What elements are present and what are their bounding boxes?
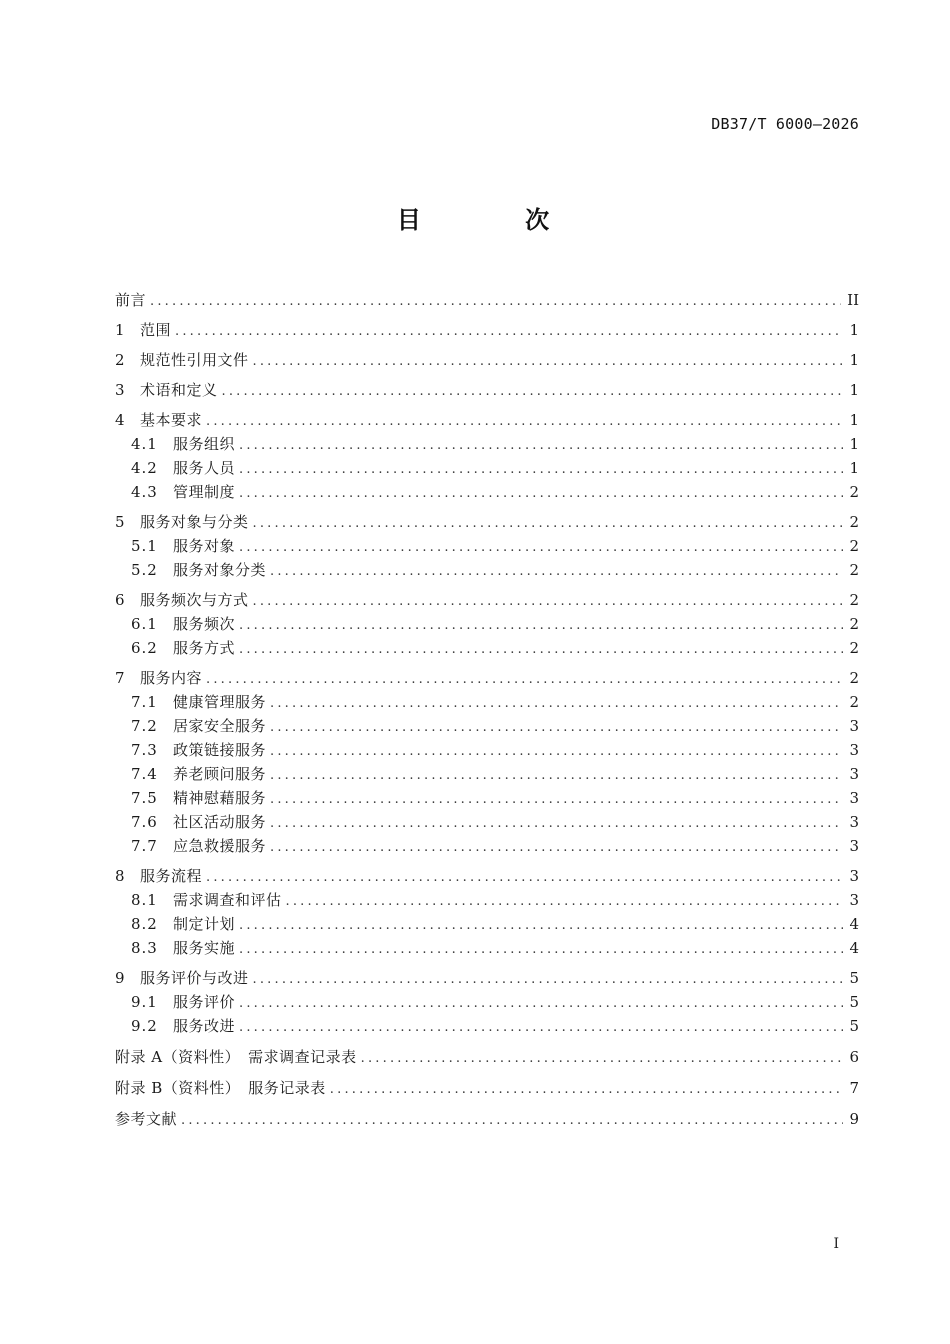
toc-entry[interactable] [115,762,859,786]
toc-entry-label: 精神慰藉服务 [173,789,267,807]
toc-entry-page: 7 [849,1079,859,1097]
toc-entry[interactable] [115,888,859,912]
toc-entry-number: 9 [115,969,126,987]
toc-entry-page: 3 [849,717,859,735]
toc-leader-dots [270,716,843,740]
toc-entry-page: 2 [849,483,859,501]
toc-entry[interactable] [115,690,859,714]
toc-entry-number: 4.1 [131,435,158,453]
toc-entry-label: 基本要求 [140,411,203,429]
toc-leader-dots [239,614,843,638]
toc-entry-number: 4.2 [131,459,158,477]
toc-entry-label: 服务流程 [140,867,203,885]
toc-entry[interactable] [115,432,859,456]
toc-entry[interactable] [115,318,859,342]
toc-entry-label: 参考文献 [115,1110,178,1128]
toc-entry-label: 服务人员 [173,459,236,477]
toc-entry[interactable] [115,966,859,990]
toc-entry-label: 附录 B（资料性） 服务记录表 [115,1079,326,1097]
toc-entry[interactable] [115,786,859,810]
toc-entry-page: 3 [849,891,859,909]
toc-leader-dots [253,512,844,536]
toc-entry[interactable] [115,1107,859,1131]
toc-leader-dots [361,1047,844,1071]
toc-entry-page: 5 [849,1017,859,1035]
toc-entry-number: 7.4 [131,765,158,783]
toc-entry[interactable] [115,1076,859,1100]
toc-entry-number: 8.1 [131,891,158,909]
toc-entry[interactable] [115,810,859,834]
toc-leader-dots [181,1109,843,1133]
toc-entry-label: 前言 [115,291,147,309]
toc-entry-page: 5 [849,969,859,987]
toc-entry-number: 6.2 [131,639,158,657]
toc-entry-page: 2 [849,639,859,657]
toc-entry[interactable] [115,936,859,960]
table-of-contents [115,288,859,1131]
toc-entry[interactable] [115,1014,859,1038]
toc-entry[interactable] [115,612,859,636]
toc-leader-dots [239,638,843,662]
toc-entry-number: 5.2 [131,561,158,579]
toc-leader-dots [270,740,843,764]
toc-entry-label: 社区活动服务 [173,813,267,831]
toc-entry[interactable] [115,864,859,888]
toc-entry[interactable] [115,636,859,660]
toc-entry-label: 服务改进 [173,1017,236,1035]
toc-entry-page: 2 [849,693,859,711]
toc-entry-label: 服务对象与分类 [140,513,249,531]
toc-entry-label: 服务评价与改进 [140,969,249,987]
toc-leader-dots [270,560,843,584]
toc-entry-page: 2 [849,537,859,555]
toc-leader-dots [239,434,843,458]
toc-leader-dots [330,1078,844,1102]
toc-entry-page: II [847,291,859,309]
toc-leader-dots [239,992,843,1016]
toc-entry-page: 2 [849,615,859,633]
toc-entry-page: 4 [849,915,859,933]
toc-entry-number: 7.6 [131,813,158,831]
toc-entry-number: 7.2 [131,717,158,735]
document-code: DB37/T 6000—2026 [711,115,859,133]
toc-entry-number: 1 [115,321,126,339]
toc-leader-dots [270,812,843,836]
toc-entry-label: 范围 [140,321,172,339]
toc-entry-number: 4 [115,411,126,429]
toc-leader-dots [239,536,843,560]
toc-entry[interactable] [115,714,859,738]
toc-entry-label: 应急救援服务 [173,837,267,855]
page-number: I [833,1236,839,1252]
toc-entry-number: 7.1 [131,693,158,711]
toc-entry-page: 3 [849,813,859,831]
toc-entry-page: 3 [849,741,859,759]
toc-entry-page: 1 [849,321,859,339]
toc-entry[interactable] [115,738,859,762]
toc-entry[interactable] [115,348,859,372]
toc-leader-dots [206,410,843,434]
toc-entry-label: 服务实施 [173,939,236,957]
toc-entry-label: 服务对象分类 [173,561,267,579]
toc-entry-number: 8.2 [131,915,158,933]
toc-leader-dots [286,890,844,914]
toc-entry-page: 3 [849,789,859,807]
toc-leader-dots [270,836,843,860]
toc-entry[interactable] [115,480,859,504]
toc-entry[interactable] [115,558,859,582]
toc-entry-number: 6.1 [131,615,158,633]
toc-entry[interactable] [115,378,859,402]
toc-entry-label: 服务频次 [173,615,236,633]
toc-entry-label: 居家安全服务 [173,717,267,735]
toc-entry-number: 8 [115,867,126,885]
toc-entry-page: 2 [849,513,859,531]
toc-entry-label: 服务方式 [173,639,236,657]
toc-entry-number: 4.3 [131,483,158,501]
toc-leader-dots [239,1016,843,1040]
toc-leader-dots [150,290,841,314]
toc-entry-label: 养老顾问服务 [173,765,267,783]
toc-entry-number: 8.3 [131,939,158,957]
toc-entry-number: 7 [115,669,126,687]
toc-entry-page: 2 [849,591,859,609]
toc-entry-number: 9.2 [131,1017,158,1035]
toc-entry-label: 术语和定义 [140,381,218,399]
toc-entry-label: 服务对象 [173,537,236,555]
toc-entry-page: 3 [849,867,859,885]
toc-leader-dots [270,788,843,812]
toc-entry-label: 制定计划 [173,915,236,933]
toc-entry-number: 7.3 [131,741,158,759]
toc-entry-page: 2 [849,561,859,579]
toc-leader-dots [239,938,843,962]
toc-leader-dots [239,482,843,506]
toc-leader-dots [175,320,843,344]
toc-entry[interactable] [115,1045,859,1069]
toc-leader-dots [253,590,844,614]
toc-entry-page: 1 [849,351,859,369]
toc-entry-number: 6 [115,591,126,609]
toc-entry[interactable] [115,666,859,690]
toc-entry[interactable] [115,912,859,936]
toc-leader-dots [253,350,844,374]
toc-leader-dots [222,380,844,404]
toc-entry-page: 1 [849,459,859,477]
toc-entry-page: 3 [849,837,859,855]
toc-entry-page: 5 [849,993,859,1011]
toc-entry-page: 2 [849,669,859,687]
toc-entry[interactable] [115,288,859,312]
page-title: 目 次 [396,206,598,234]
toc-entry-label: 管理制度 [173,483,236,501]
toc-entry-number: 2 [115,351,126,369]
toc-leader-dots [206,866,843,890]
toc-entry[interactable] [115,534,859,558]
toc-leader-dots [206,668,843,692]
toc-entry-number: 7.7 [131,837,158,855]
toc-leader-dots [239,458,843,482]
toc-leader-dots [239,914,843,938]
toc-entry-label: 需求调查和评估 [173,891,282,909]
toc-entry-page: 3 [849,765,859,783]
toc-entry-label: 健康管理服务 [173,693,267,711]
toc-entry[interactable] [115,990,859,1014]
toc-entry[interactable] [115,510,859,534]
toc-entry-page: 1 [849,411,859,429]
toc-leader-dots [270,692,843,716]
toc-entry[interactable] [115,408,859,432]
toc-entry[interactable] [115,456,859,480]
toc-entry-page: 1 [849,435,859,453]
toc-entry-label: 政策链接服务 [173,741,267,759]
toc-entry[interactable] [115,588,859,612]
toc-entry-number: 5.1 [131,537,158,555]
toc-leader-dots [270,764,843,788]
toc-entry-label: 规范性引用文件 [140,351,249,369]
toc-entry-number: 5 [115,513,126,531]
toc-entry-label: 附录 A（资料性） 需求调查记录表 [115,1048,357,1066]
toc-entry-label: 服务内容 [140,669,203,687]
toc-entry-label: 服务频次与方式 [140,591,249,609]
toc-entry-number: 7.5 [131,789,158,807]
toc-entry-page: 4 [849,939,859,957]
toc-entry-label: 服务评价 [173,993,236,1011]
toc-entry-page: 9 [849,1110,859,1128]
toc-entry-page: 1 [849,381,859,399]
toc-entry[interactable] [115,834,859,858]
toc-entry-number: 9.1 [131,993,158,1011]
toc-entry-page: 6 [849,1048,859,1066]
toc-leader-dots [253,968,844,992]
toc-entry-number: 3 [115,381,126,399]
toc-entry-label: 服务组织 [173,435,236,453]
